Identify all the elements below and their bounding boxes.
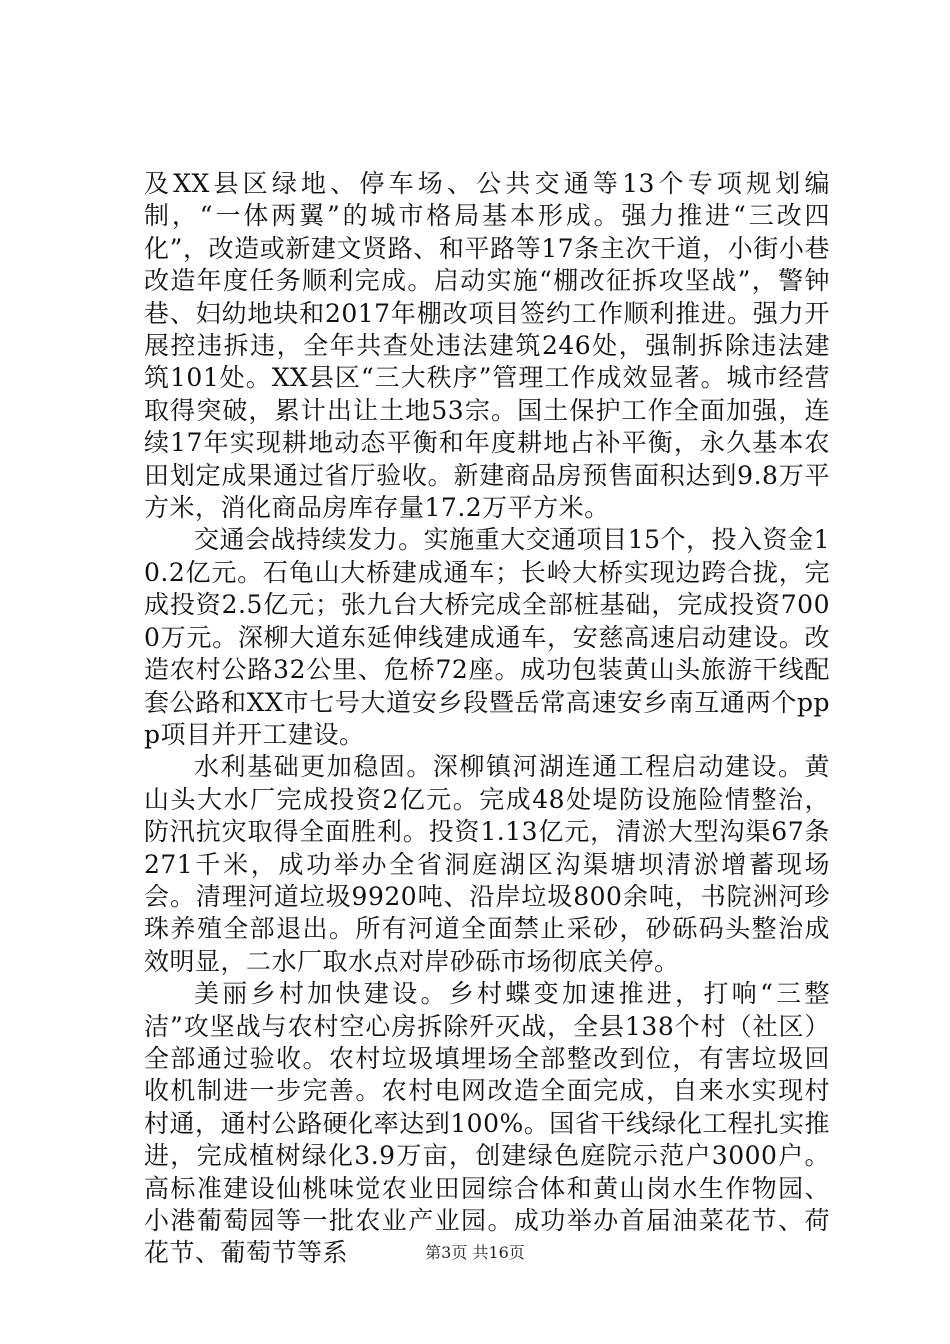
paragraph-water-conservancy: 水利基础更加稳固。深柳镇河湖连通工程启动建设。黄山头大水厂完成投资2亿元。完成48处堤防设施险情整治，防汛抗灾取得全面胜利。投资1.13亿元，清淤大型沟渠67条271千米，成功举办全省洞庭湖区沟渠塘坝清淤增蓄现场会。清理河道垃圾9920吨、沿岸垃圾800余吨，书院洲河珍珠养殖全部退出。所有河道全面禁止采砂，砂砾码头整治成效明显，二水厂取水点对岸砂砾市场彻底关停。: [144, 752, 830, 976]
paragraph-urban-planning: 及XX县区绿地、停车场、公共交通等13个专项规划编制，“一体两翼”的城市格局基本形成。强力推进“三改四化”，改造或新建文贤路、和平路等17条主次干道，小街小巷改造年度任务顺利完成。启动实施“棚改征拆攻坚战”，警钟巷、妇幼地块和2017年棚改项目签约工作顺利推进。强力开展控违拆违，全年共查处违法建筑246处，强制拆除违法建筑101处。XX县区“三大秩序”管理工作成效显著。城市经营取得突破，累计出让土地53宗。国土保护工作全面加强，连续17年实现耕地动态平衡和年度耕地占补平衡，永久基本农田划定成果通过省厅验收。新建商品房预售面积达到9.8万平方米，消化商品房库存量17.2万平方米。: [144, 169, 830, 523]
document-body: [144, 168, 830, 1270]
paragraph-rural-construction: 美丽乡村加快建设。乡村蝶变加速推进，打响“三整洁”攻坚战与农村空心房拆除歼灭战，全县138个村（社区）全部通过验收。农村垃圾填埋场全部整改到位，有害垃圾回收机制进一步完善。农村电网改造全面完成，自来水实现村村通，通村公路硬化率达到100%。国省干线绿化工程扎实推进，完成植树绿化3.9万亩，创建绿色庭院示范户3000户。高标准建设仙桃味觉农业田园综合体和黄山岗水生作物园、小港葡萄园等一批农业产业园。成功举办首届油菜花节、荷花节、葡萄节等系: [144, 979, 830, 1268]
paragraph-transportation: 交通会战持续发力。实施重大交通项目15个，投入资金10.2亿元。石龟山大桥建成通车；长岭大桥实现边跨合拢，完成投资2.5亿元；张九台大桥完成全部桩基础，完成投资7000万元。深柳大道东延伸线建成通车，安慈高速启动建设。改造农村公路32公里、危桥72座。成功包装黄山头旅游干线配套公路和XX市七号大道安乡段暨岳常高速安乡南互通两个ppp项目并开工建设。: [144, 525, 830, 749]
page-number-footer: 第3页 共16页: [425, 1243, 525, 1262]
